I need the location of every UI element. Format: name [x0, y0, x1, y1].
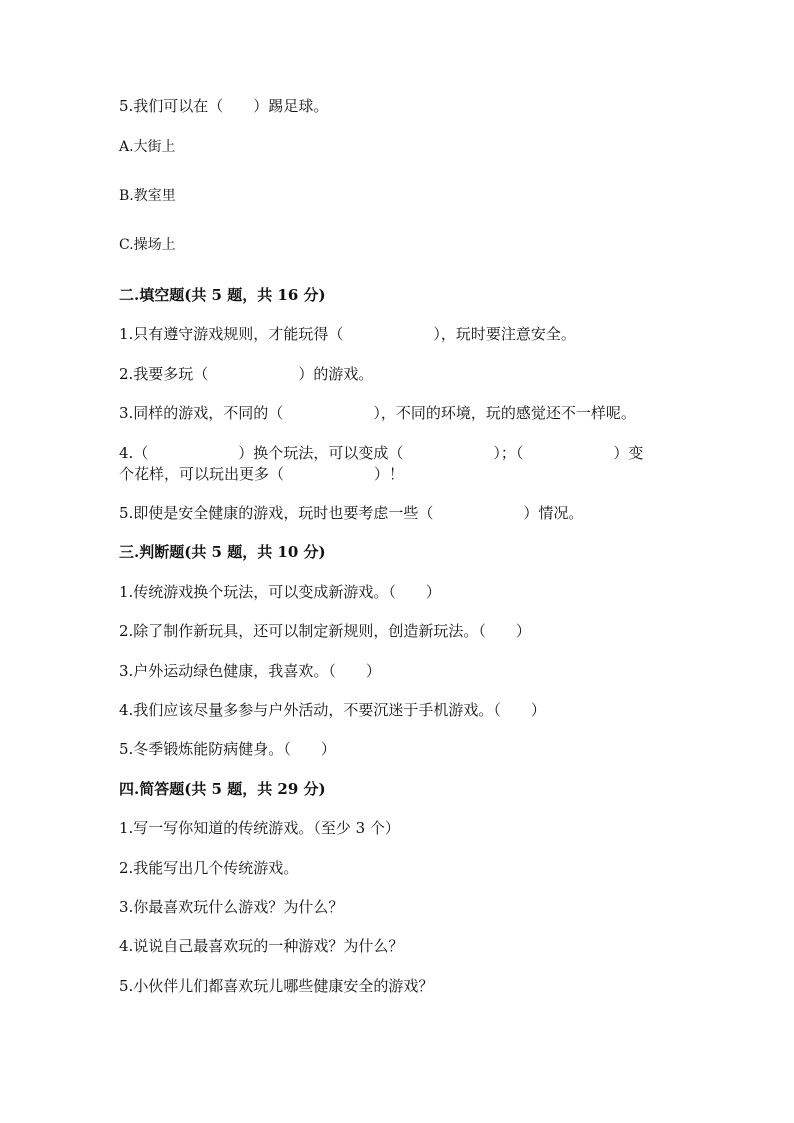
fill-question-4-line1: 4.（ ）换个玩法，可以变成（ ）；（ ）变	[119, 444, 644, 462]
choice-option-b: B.教室里	[119, 188, 176, 204]
fill-question-3: 3.同样的游戏，不同的（ ），不同的环境，玩的感觉还不一样呢。	[119, 404, 636, 422]
short-question-2: 2.我能写出几个传统游戏。	[119, 859, 299, 877]
fill-section-heading: 二.填空题(共 5 题，共 16 分)	[119, 286, 326, 304]
judge-question-3: 3.户外运动绿色健康，我喜欢。（ ）	[119, 662, 381, 680]
judge-question-5: 5.冬季锻炼能防病健身。（ ）	[119, 740, 336, 758]
fill-question-2: 2.我要多玩（ ）的游戏。	[119, 365, 374, 383]
choice-option-a: A.大街上	[119, 139, 176, 155]
choice-option-c: C.操场上	[119, 237, 176, 253]
judge-question-1: 1.传统游戏换个玩法，可以变成新游戏。（ ）	[119, 583, 441, 601]
judge-question-2: 2.除了制作新玩具，还可以制定新规则，创造新玩法。（ ）	[119, 622, 531, 640]
judge-section-heading: 三.判断题(共 5 题，共 10 分)	[119, 543, 326, 561]
fill-question-4-line2: 个花样，可以玩出更多（ ）！	[119, 465, 405, 483]
judge-question-4: 4.我们应该尽量多参与户外活动，不要沉迷于手机游戏。（ ）	[119, 701, 546, 719]
short-section-heading: 四.简答题(共 5 题，共 29 分)	[119, 780, 326, 798]
short-question-1: 1.写一写你知道的传统游戏。（至少 3 个）	[119, 819, 400, 837]
short-question-5: 5.小伙伴儿们都喜欢玩儿哪些健康安全的游戏？	[119, 977, 434, 995]
fill-question-1: 1.只有遵守游戏规则，才能玩得（ ），玩时要注意安全。	[119, 325, 576, 343]
short-question-3: 3.你最喜欢玩什么游戏？为什么？	[119, 898, 344, 916]
choice-question-5: 5.我们可以在（ ）踢足球。	[119, 97, 329, 115]
fill-question-5: 5.即使是安全健康的游戏，玩时也要考虑一些（ ）情况。	[119, 504, 584, 522]
short-question-4: 4.说说自己最喜欢玩的一种游戏？为什么？	[119, 937, 404, 955]
